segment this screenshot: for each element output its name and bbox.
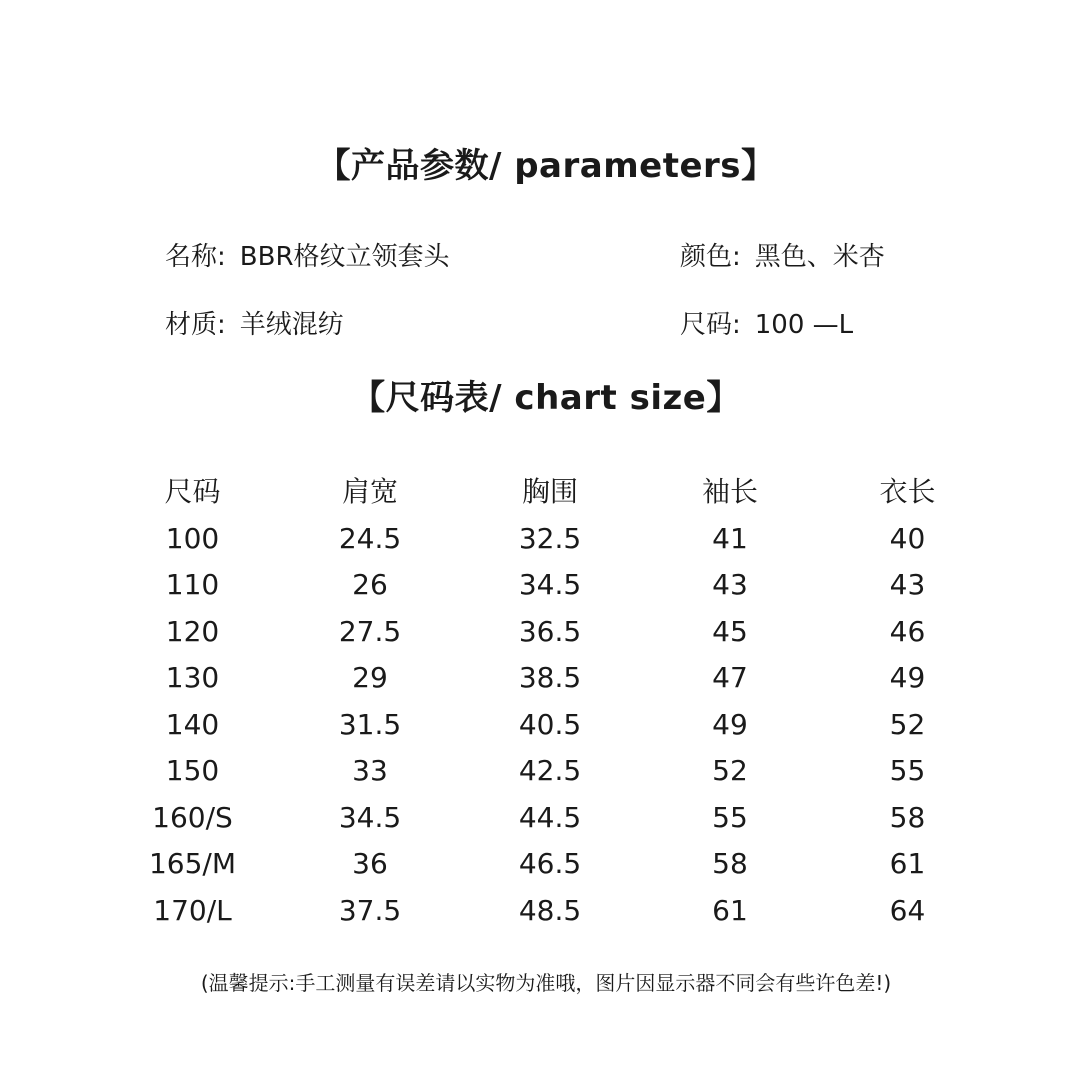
header-body-length: 衣长 bbox=[879, 475, 936, 508]
cell-sleeve-length: 49 bbox=[712, 707, 748, 741]
product-color-label: 颜色: bbox=[680, 242, 741, 272]
cell-body-length: 61 bbox=[889, 847, 926, 881]
cell-sleeve-length: 61 bbox=[712, 893, 748, 927]
product-material-label: 材质: bbox=[165, 310, 226, 340]
cell-body-length: 64 bbox=[889, 893, 926, 927]
cell-chest: 48.5 bbox=[518, 893, 582, 927]
cell-shoulder-width: 34.5 bbox=[338, 800, 402, 834]
cell-sleeve-length: 52 bbox=[712, 754, 748, 788]
cell-shoulder-width: 26 bbox=[352, 568, 388, 602]
table-header-row bbox=[100, 465, 1000, 515]
cell-body-length: 58 bbox=[889, 800, 926, 834]
table-row bbox=[100, 515, 1000, 562]
parameters-title: 【产品参数/ parameters】 bbox=[316, 146, 776, 186]
table-row bbox=[100, 562, 1000, 609]
cell-sleeve-length: 41 bbox=[712, 521, 748, 555]
cell-body-length: 52 bbox=[889, 707, 926, 741]
table-row bbox=[100, 841, 1000, 888]
cell-shoulder-width: 29 bbox=[352, 661, 388, 695]
cell-size: 150 bbox=[165, 754, 220, 788]
product-size-label: 尺码: bbox=[680, 310, 741, 340]
cell-shoulder-width: 33 bbox=[352, 754, 388, 788]
cell-chest: 46.5 bbox=[518, 847, 582, 881]
cell-chest: 44.5 bbox=[518, 800, 582, 834]
cell-shoulder-width: 27.5 bbox=[338, 614, 402, 648]
table-row bbox=[100, 608, 1000, 655]
product-name-row bbox=[165, 236, 450, 273]
chart-size-title: 【尺码表/ chart size】 bbox=[351, 378, 741, 418]
cell-chest: 32.5 bbox=[518, 521, 582, 555]
cell-size: 100 bbox=[165, 521, 220, 555]
cell-size: 170/L bbox=[153, 893, 232, 927]
table-row bbox=[100, 701, 1000, 748]
table-row bbox=[100, 655, 1000, 702]
cell-size: 130 bbox=[165, 661, 220, 695]
cell-sleeve-length: 45 bbox=[712, 614, 748, 648]
cell-body-length: 49 bbox=[889, 661, 926, 695]
table-row bbox=[100, 887, 1000, 934]
product-material-row bbox=[165, 304, 344, 341]
cell-body-length: 43 bbox=[889, 568, 926, 602]
size-chart-table bbox=[100, 465, 1000, 934]
header-chest: 胸围 bbox=[521, 475, 578, 508]
product-name-label: 名称: bbox=[165, 242, 226, 272]
cell-sleeve-length: 55 bbox=[712, 800, 748, 834]
cell-shoulder-width: 31.5 bbox=[338, 707, 402, 741]
cell-chest: 38.5 bbox=[518, 661, 582, 695]
measurement-disclaimer: (温馨提示:手工测量有误差请以实物为准哦，图片因显示器不同会有些许色差!) bbox=[200, 971, 892, 995]
cell-chest: 40.5 bbox=[518, 707, 582, 741]
cell-size: 110 bbox=[165, 568, 220, 602]
cell-size: 165/M bbox=[148, 847, 237, 881]
table-row bbox=[100, 794, 1000, 841]
header-sleeve-length: 袖长 bbox=[701, 475, 758, 508]
cell-sleeve-length: 47 bbox=[712, 661, 748, 695]
cell-sleeve-length: 58 bbox=[712, 847, 748, 881]
cell-body-length: 46 bbox=[889, 614, 926, 648]
cell-shoulder-width: 24.5 bbox=[338, 521, 402, 555]
product-material-value: 羊绒混纺 bbox=[239, 310, 344, 340]
cell-size: 140 bbox=[165, 707, 220, 741]
cell-chest: 36.5 bbox=[518, 614, 582, 648]
product-color-value: 黑色、米杏 bbox=[754, 242, 885, 272]
cell-body-length: 55 bbox=[889, 754, 926, 788]
header-shoulder-width: 肩宽 bbox=[341, 475, 398, 508]
product-size-value: 100 —L bbox=[754, 310, 854, 340]
product-name-value: BBR格纹立领套头 bbox=[239, 242, 450, 272]
cell-body-length: 40 bbox=[889, 521, 926, 555]
cell-size: 120 bbox=[165, 614, 220, 648]
cell-chest: 34.5 bbox=[518, 568, 582, 602]
table-row bbox=[100, 748, 1000, 795]
product-color-row bbox=[680, 236, 885, 273]
cell-size: 160/S bbox=[152, 800, 233, 834]
cell-chest: 42.5 bbox=[518, 754, 582, 788]
cell-shoulder-width: 36 bbox=[352, 847, 388, 881]
cell-shoulder-width: 37.5 bbox=[338, 893, 402, 927]
cell-sleeve-length: 43 bbox=[712, 568, 748, 602]
header-size: 尺码 bbox=[164, 475, 221, 508]
product-size-row bbox=[680, 304, 853, 341]
